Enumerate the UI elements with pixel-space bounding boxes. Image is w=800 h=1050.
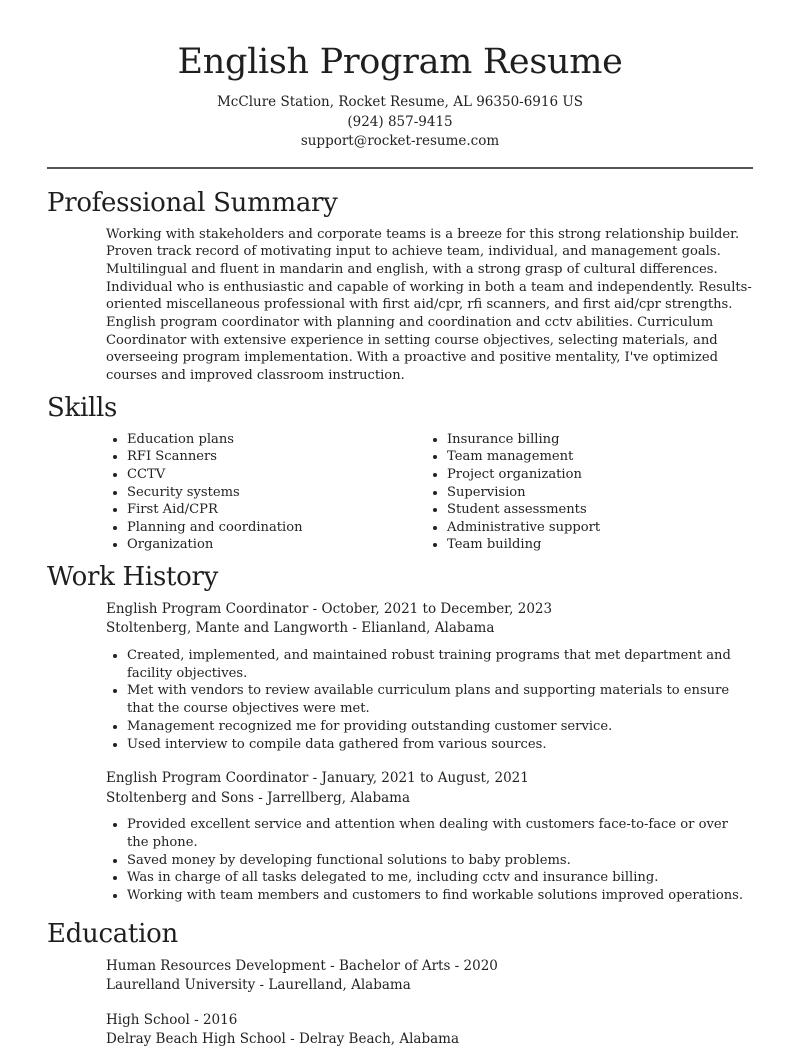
skill-item: • Security systems [127, 484, 426, 502]
job-bullet: • Working with team members and customers to find workable solutions improved operations. [127, 887, 753, 905]
skills-grid [106, 431, 800, 554]
skill-item: • Student assessments [447, 501, 746, 519]
section-heading: Skills [47, 392, 118, 423]
job-bullet: • Used interview to compile data gathered from various sources. [127, 736, 753, 754]
education-section [0, 917, 800, 1050]
job-bullet: • Provided excellent service and attention when dealing with customers face-to-face or over the phone. [127, 816, 753, 851]
job-bullet: • Created, implemented, and maintained robust training programs that met department and facility objectives. [127, 647, 753, 682]
job-bullet: • Saved money by developing functional solutions to baby problems. [127, 852, 753, 870]
job-title-dates: English Program Coordinator - October, 2021 to December, 2023 [106, 600, 553, 617]
skill-item: • CCTV [127, 466, 426, 484]
job-bullet: • Management recognized me for providing outstanding customer service. [127, 718, 753, 736]
school-line: Delray Beach High School - Delray Beach, Alabama [106, 1031, 459, 1048]
skill-item: • Organization [127, 536, 426, 554]
skill-item: • Insurance billing [447, 431, 746, 449]
phone: (924) 857-9415 [347, 113, 453, 130]
skills-list-left [106, 431, 426, 554]
degree-line: Human Resources Development - Bachelor of Arts - 2020 [106, 957, 498, 974]
header-divider [47, 167, 753, 169]
skill-item: • RFI Scanners [127, 448, 426, 466]
email: support@rocket-resume.com [300, 133, 500, 149]
degree-line: High School - 2016 [106, 1011, 238, 1028]
contact-info [0, 93, 800, 152]
section-heading: Work History [47, 561, 219, 592]
skill-item: • Team building [447, 536, 746, 554]
job-entry [106, 600, 753, 753]
job-entry [106, 769, 753, 905]
summary-text: Working with stakeholders and corporate teams is a breeze for this strong relationship builder. Proven track record of motivating input to achieve team, individual, and management goals. Multilingual and fluent in mandarin and english, with a strong grasp of cultural differences. Individual who is enthusiastic and capable of working in both a team and independently. Results-oriented miscellaneous professional with first aid/cpr, rfi scanners, and first aid/cpr strengths. English program coordinator with planning and coordination and cctv abilities. Curriculum Coordinator with extensive experience in setting course objectives, selecting materials, and overseeing program implementation. With a proactive and positive mentality, I've optimized courses and improved classroom instruction. [106, 226, 752, 384]
skill-item: • First Aid/CPR [127, 501, 426, 519]
skill-item: • Administrative support [447, 519, 746, 537]
job-bullet: • Was in charge of all tasks delegated to me, including cctv and insurance billing. [127, 869, 753, 887]
job-bullet: • Met with vendors to review available curriculum plans and supporting materials to ensure that the course objectives were met. [127, 682, 753, 717]
skill-item: • Project organization [447, 466, 746, 484]
resume-header [0, 0, 800, 152]
resume-title: English Program Resume [177, 42, 623, 82]
skills-section [0, 391, 800, 554]
job-title-dates: English Program Coordinator - January, 2021 to August, 2021 [106, 770, 529, 787]
professional-summary-section [0, 186, 800, 385]
skill-item: • Education plans [127, 431, 426, 449]
job-bullets [106, 647, 753, 753]
education-entry [106, 1011, 753, 1050]
job-bullets [106, 816, 753, 905]
section-heading: Professional Summary [47, 187, 338, 218]
work-history-section [0, 560, 800, 905]
job-company-location: Stoltenberg and Sons - Jarrellberg, Alabama [106, 789, 411, 806]
job-company-location: Stoltenberg, Mante and Langworth - Elianland, Alabama [106, 620, 495, 637]
skill-item: • Team management [447, 448, 746, 466]
address: McClure Station, Rocket Resume, AL 96350-6916 US [216, 94, 583, 110]
skill-item: • Supervision [447, 484, 746, 502]
education-entry [106, 957, 753, 996]
skill-item: • Planning and coordination [127, 519, 426, 537]
skills-list-right [426, 431, 746, 554]
section-heading: Education [47, 918, 178, 949]
school-line: Laurelland University - Laurelland, Alabama [106, 977, 411, 994]
